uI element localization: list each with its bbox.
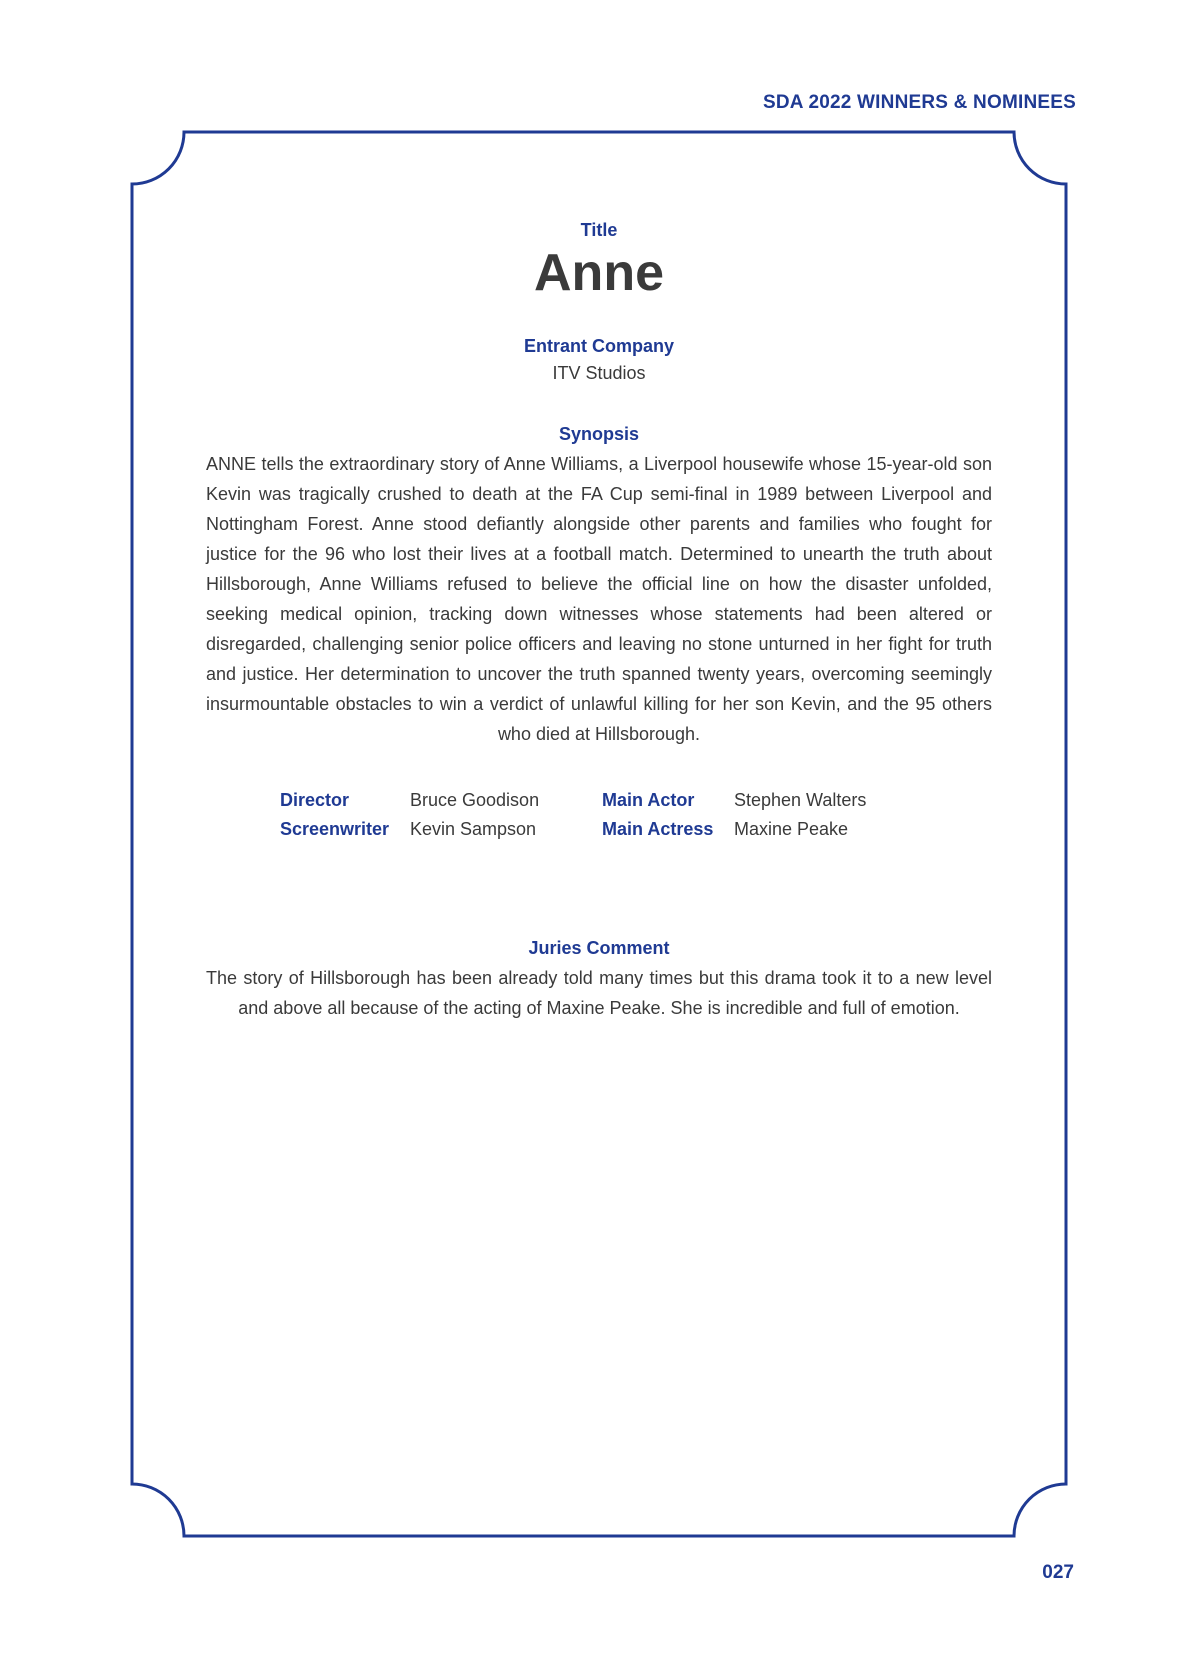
entrant-company: ITV Studios: [552, 363, 646, 384]
entrant-company-label: Entrant Company: [523, 336, 674, 357]
section-header: SDA 2022 WINNERS & NOMINEES: [763, 92, 1076, 113]
main-actor-label: Main Actor: [602, 790, 695, 810]
synopsis-text: ANNE tells the extraordinary story of Anne Williams, a Liverpool housewife whose 15-year-old son Kevin was tragically crushed to death at the FA Cup semi-final in 1989 between Liverpool and Nottingham Forest. Anne stood defiantly alongside other parents and families who fought for justice for the 96 who lost their lives at a football match. Determined to unearth the truth about Hillsborough, Anne Williams refused to believe the official line on how the disaster unfolded, seeking medical opinion, tracking down witnesses whose statements had been altered or disregarded, challenging senior police officers and leaving no stone unturned in her fight for truth and justice. Her determination to uncover the truth spanned twenty years, overcoming seemingly insurmountable obstacles to win a verdict of unlawful killing for her son Kevin, and the 95 others who died at Hillsborough.: [206, 454, 992, 745]
main-actress-label: Main Actress: [602, 819, 714, 839]
juries-comment-label: Juries Comment: [528, 938, 670, 958]
screenwriter-value: Kevin Sampson: [410, 819, 537, 839]
screenwriter-label: Screenwriter: [280, 819, 390, 839]
title-label: Title: [580, 220, 618, 240]
entry-title: Anne: [534, 244, 664, 302]
synopsis-label: Synopsis: [558, 424, 640, 445]
main-actor-value: Stephen Walters: [734, 790, 867, 810]
main-actress-value: Maxine Peake: [734, 819, 849, 839]
page-number: 027: [1042, 1562, 1074, 1583]
director-value: Bruce Goodison: [410, 790, 540, 810]
director-label: Director: [280, 790, 350, 810]
credits-table: [280, 790, 920, 840]
juries-comment-text: The story of Hillsborough has been already told many times but this drama took it to a new level and above all because of the acting of Maxine Peake. She is incredible and full of emotion.: [206, 968, 992, 1018]
juries-section: [206, 938, 992, 1023]
entry-content: [206, 220, 992, 749]
